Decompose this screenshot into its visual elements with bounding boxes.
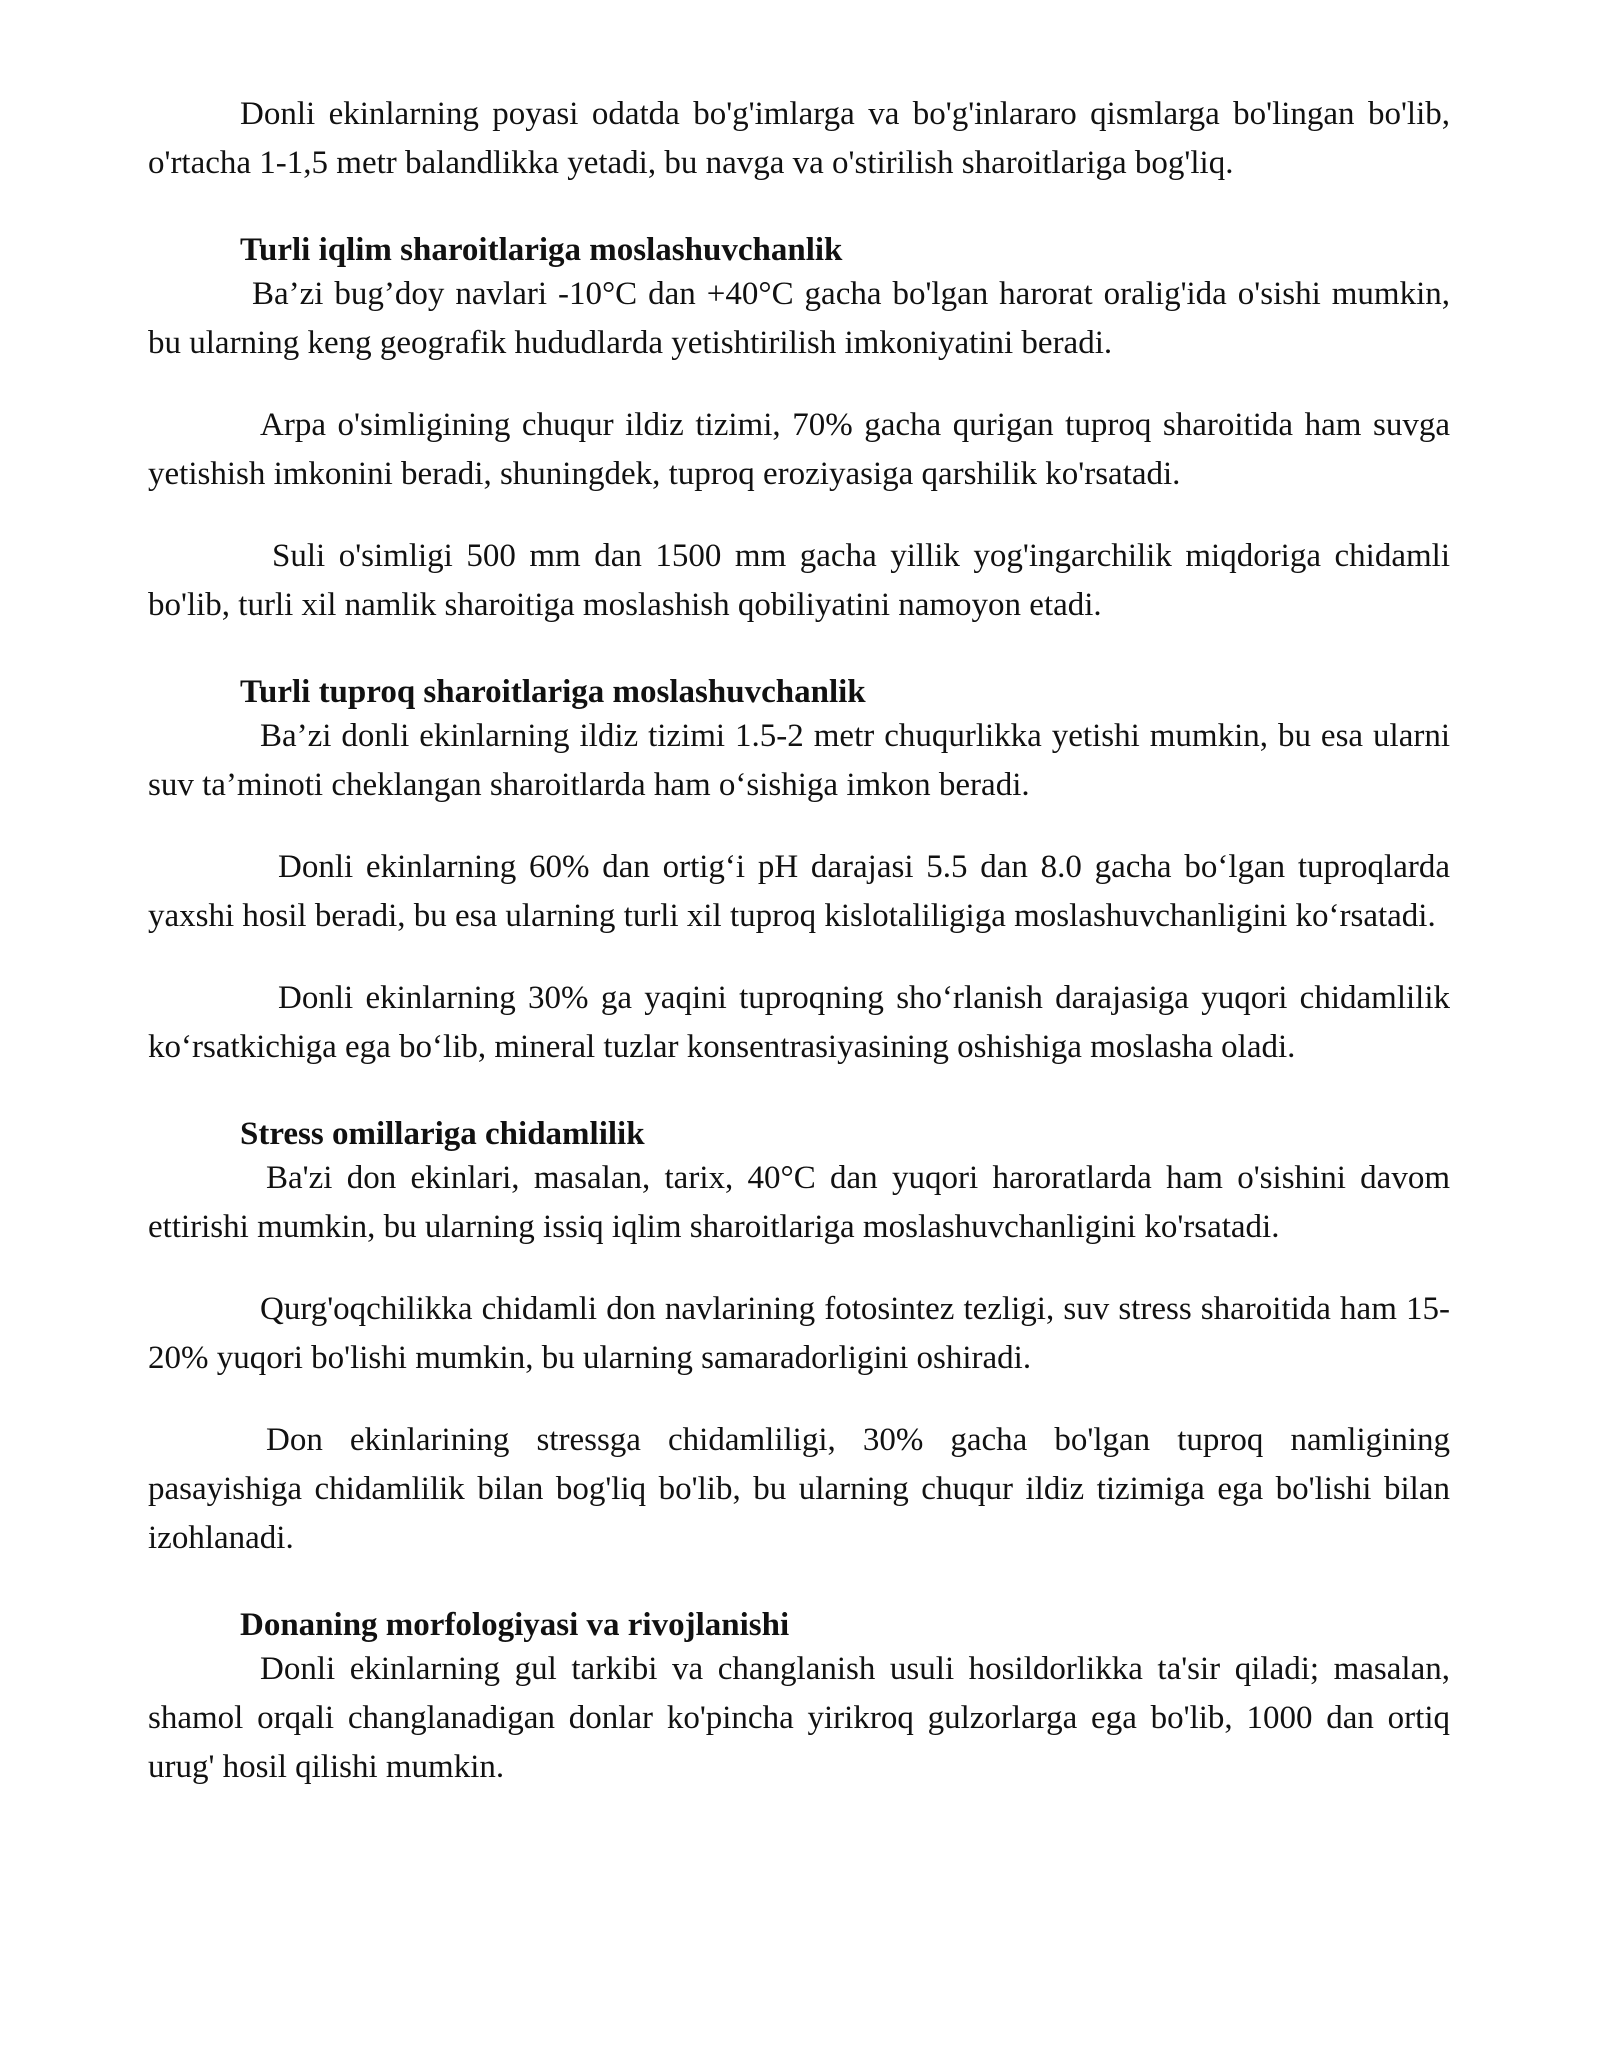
intro-paragraph: Donli ekinlarning poyasi odatda bo'g'imlarga va bo'g'inlararo qismlarga bo'lingan bo'lib, o'rtacha 1-1,5 metr balandlikka yetadi, bu navga va o'stirilish sharoitlariga bog'liq. <box>148 96 1450 181</box>
paragraph-climate-oats: Suli o'simligi 500 mm dan 1500 mm gacha yillik yog'ingarchilik miqdoriga chidamli bo'lib, turli xil namlik sharoitiga moslashish qobiliyatini namoyon etadi. <box>148 538 1450 623</box>
paragraph-stress-heat: Ba'zi don ekinlari, masalan, tarix, 40°C dan yuqori haroratlarda ham o'sishini davom ettirishi mumkin, bu ularning issiq iqlim sharoitlariga moslashuvchanligini ko'rsatadi. <box>148 1160 1450 1245</box>
section-heading-soil: Turli tuproq sharoitlariga moslashuvchanlik <box>240 674 866 710</box>
paragraph-climate-barley: Arpa o'simligining chuqur ildiz tizimi, 70% gacha qurigan tuproq sharoitida ham suvga yetishish imkonini beradi, shuningdek, tuproq eroziyasiga qarshilik ko'rsatadi. <box>148 407 1450 492</box>
paragraph-soil-ph: Donli ekinlarning 60% dan ortig‘i pH darajasi 5.5 dan 8.0 gacha bo‘lgan tuproqlarda yaxshi hosil beradi, bu esa ularning turli xil tuproq kislotaliligiga moslashuvchanligini ko‘rsatadi. <box>148 849 1450 934</box>
paragraph-soil-roots: Ba’zi donli ekinlarning ildiz tizimi 1.5-2 metr chuqurlikka yetishi mumkin, bu esa ularni suv ta’minoti cheklangan sharoitlarda ham o‘sishiga imkon beradi. <box>148 718 1450 803</box>
paragraph-soil-salinity: Donli ekinlarning 30% ga yaqini tuproqning sho‘rlanish darajasiga yuqori chidamlilik ko‘rsatkichiga ega bo‘lib, mineral tuzlar konsentrasiyasining oshishiga moslasha oladi. <box>148 980 1450 1065</box>
section-heading-stress: Stress omillariga chidamlilik <box>240 1116 645 1152</box>
paragraph-stress-drought: Qurg'oqchilikka chidamli don navlarining fotosintez tezligi, suv stress sharoitida ham 15-20% yuqori bo'lishi mumkin, bu ularning samaradorligini oshiradi. <box>148 1291 1450 1376</box>
paragraph-stress-moisture: Don ekinlarining stressga chidamliligi, 30% gacha bo'lgan tuproq namligining pasayishiga chidamlilik bilan bog'liq bo'lib, bu ularning chuqur ildiz tizimiga ega bo'lishi bilan izohlanadi. <box>148 1422 1450 1556</box>
section-heading-climate: Turli iqlim sharoitlariga moslashuvchanlik <box>240 232 843 268</box>
section-heading-morphology: Donaning morfologiyasi va rivojlanishi <box>240 1607 790 1643</box>
paragraph-morphology-pollination: Donli ekinlarning gul tarkibi va changlanish usuli hosildorlikka ta'sir qiladi; masalan, shamol orqali changlanadigan donlar ko'pincha yirikroq gulzorlarga ega bo'lib, 1000 dan ortiq urug' hosil qilishi mumkin. <box>148 1651 1450 1785</box>
document-page <box>148 90 1450 1792</box>
paragraph-climate-wheat: Ba’zi bug’doy navlari -10°C dan +40°C gacha bo'lgan harorat oralig'ida o'sishi mumkin, bu ularning keng geografik hududlarda yetishtirilish imkoniyatini beradi. <box>148 276 1450 361</box>
